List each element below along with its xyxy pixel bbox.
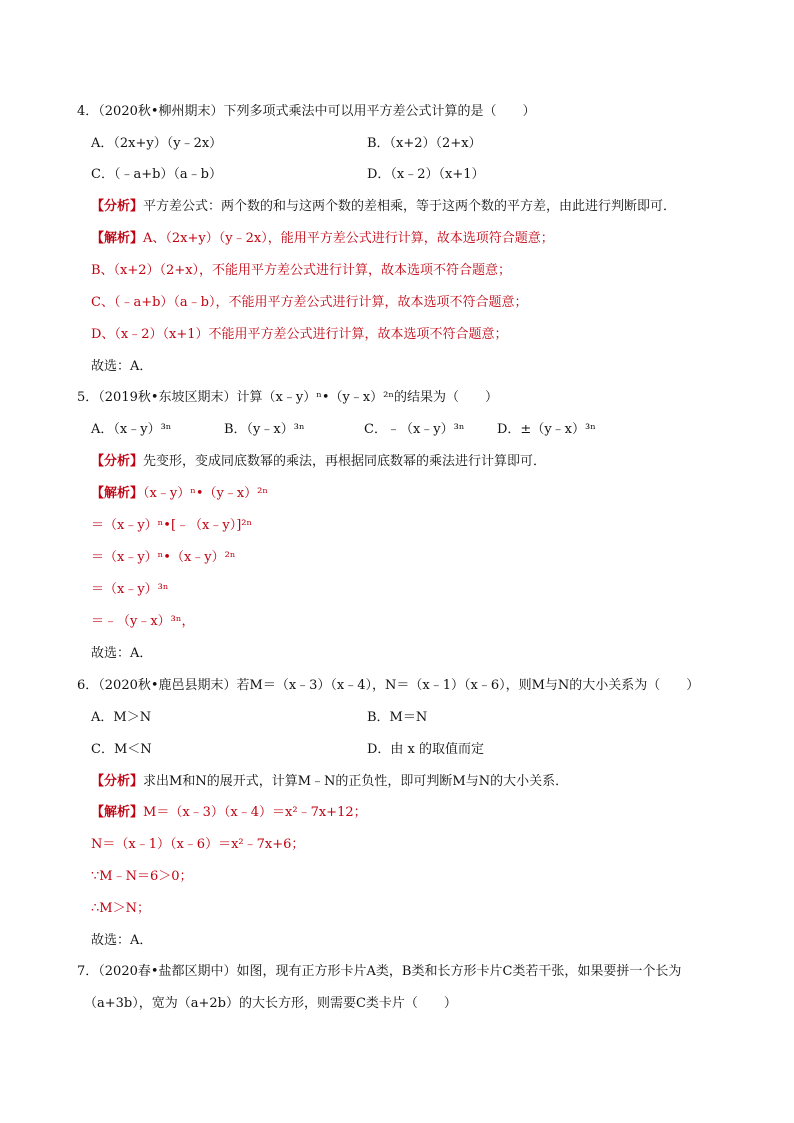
q6-solution-line-3: ∵M﹣N＝6＞0；	[91, 869, 193, 884]
q4-solution-line-1	[91, 230, 554, 248]
q6-analysis-text: 求出M和N的展开式，计算M﹣N的正负性，即可判断M与N的大小关系．	[143, 774, 569, 789]
q5-analysis-text: 先变形，变成同底数幂的乘法，再根据同底数幂的乘法进行计算即可．	[143, 454, 547, 469]
q4-option-c: C．（﹣a+b）（a﹣b）	[91, 167, 222, 182]
analysis-tag: 【分析】	[91, 774, 144, 789]
q5-analysis	[91, 453, 546, 471]
q5-solution-line-5: ＝﹣（y﹣x）³ⁿ，	[91, 614, 195, 629]
q7-stem-line-2: （a+3b），宽为（a+2b）的大长方形，则需要C类卡片（ ）	[84, 996, 457, 1011]
analysis-tag: 【分析】	[91, 454, 144, 469]
q6-stem: 6．（2020秋•鹿邑县期末）若M＝（x﹣3）（x﹣4），N＝（x﹣1）（x﹣6），则M与N的大小关系为（ ）	[77, 678, 700, 693]
q5-solution-line-4: ＝（x﹣y）³ⁿ	[91, 582, 169, 597]
q5-stem: 5．（2019秋•东坡区期末）计算（x﹣y）ⁿ•（y﹣x）²ⁿ的结果为（ ）	[77, 390, 499, 405]
q5-solution-line-2: ＝（x﹣y）ⁿ•[﹣（x﹣y）]²ⁿ	[91, 518, 253, 533]
q7-stem-line-1: 7．（2020春•盐都区期中）如图，现有正方形卡片A类，B类和长方形卡片C类若干张，如果要拼一个长为	[77, 964, 682, 979]
solution-tag: 【解析】	[91, 231, 144, 246]
q6-solution-line-1	[91, 804, 367, 822]
analysis-tag: 【分析】	[91, 199, 144, 214]
q4-solution-text-1: A、（2x+y）（y﹣2x），能用平方差公式进行计算，故本选项符合题意；	[143, 231, 554, 246]
q4-option-a: A．（2x+y）（y﹣2x）	[91, 136, 223, 151]
q5-solution-line-1	[91, 485, 268, 503]
q6-option-c: C．M＜N	[91, 742, 152, 757]
q5-solution-text-1: （x﹣y）ⁿ•（y﹣x）²ⁿ	[143, 486, 268, 501]
q4-option-b: B．（x+2）（2+x）	[367, 136, 482, 151]
q5-option-b: B．（y﹣x）³ⁿ	[224, 422, 305, 437]
q4-answer: 故选：A．	[91, 359, 153, 374]
q4-solution-line-3: C、（﹣a+b）（a﹣b），不能用平方差公式进行计算，故本选项不符合题意；	[91, 295, 528, 310]
q6-analysis	[91, 773, 568, 791]
q4-analysis	[91, 198, 676, 216]
q5-solution-line-3: ＝（x﹣y）ⁿ•（x﹣y）²ⁿ	[91, 550, 236, 565]
q4-stem: 4．（2020秋•柳州期末）下列多项式乘法中可以用平方差公式计算的是（ ）	[77, 104, 536, 119]
q4-option-d: D．（x﹣2）（x+1）	[367, 167, 485, 182]
q6-solution-line-2: N＝（x﹣1）（x﹣6）＝x²﹣7x+6；	[91, 837, 305, 852]
q6-answer: 故选：A．	[91, 933, 153, 948]
q6-solution-text-1: M＝（x﹣3）（x﹣4）＝x²﹣7x+12；	[143, 805, 367, 820]
q4-solution-line-2: B、（x+2）（2+x），不能用平方差公式进行计算，故本选项不符合题意；	[91, 263, 512, 278]
q4-solution-line-4: D、（x﹣2）（x+1）不能用平方差公式进行计算，故本选项不符合题意；	[91, 327, 508, 342]
q6-solution-line-4: ∴M＞N；	[91, 901, 150, 916]
solution-tag: 【解析】	[91, 805, 144, 820]
q6-option-d: D．由 x 的取值而定	[367, 742, 485, 757]
q5-option-d: D．±（y﹣x）³ⁿ	[497, 422, 596, 437]
q5-option-a: A．（x﹣y）³ⁿ	[91, 422, 172, 437]
q6-option-b: B．M＝N	[367, 710, 428, 725]
solution-tag: 【解析】	[91, 486, 144, 501]
q5-option-c: C．﹣（x﹣y）³ⁿ	[364, 422, 465, 437]
q5-answer: 故选：A．	[91, 646, 153, 661]
q4-analysis-text: 平方差公式：两个数的和与这两个数的差相乘，等于这两个数的平方差，由此进行判断即可．	[143, 199, 677, 214]
q6-option-a: A．M＞N	[91, 710, 152, 725]
